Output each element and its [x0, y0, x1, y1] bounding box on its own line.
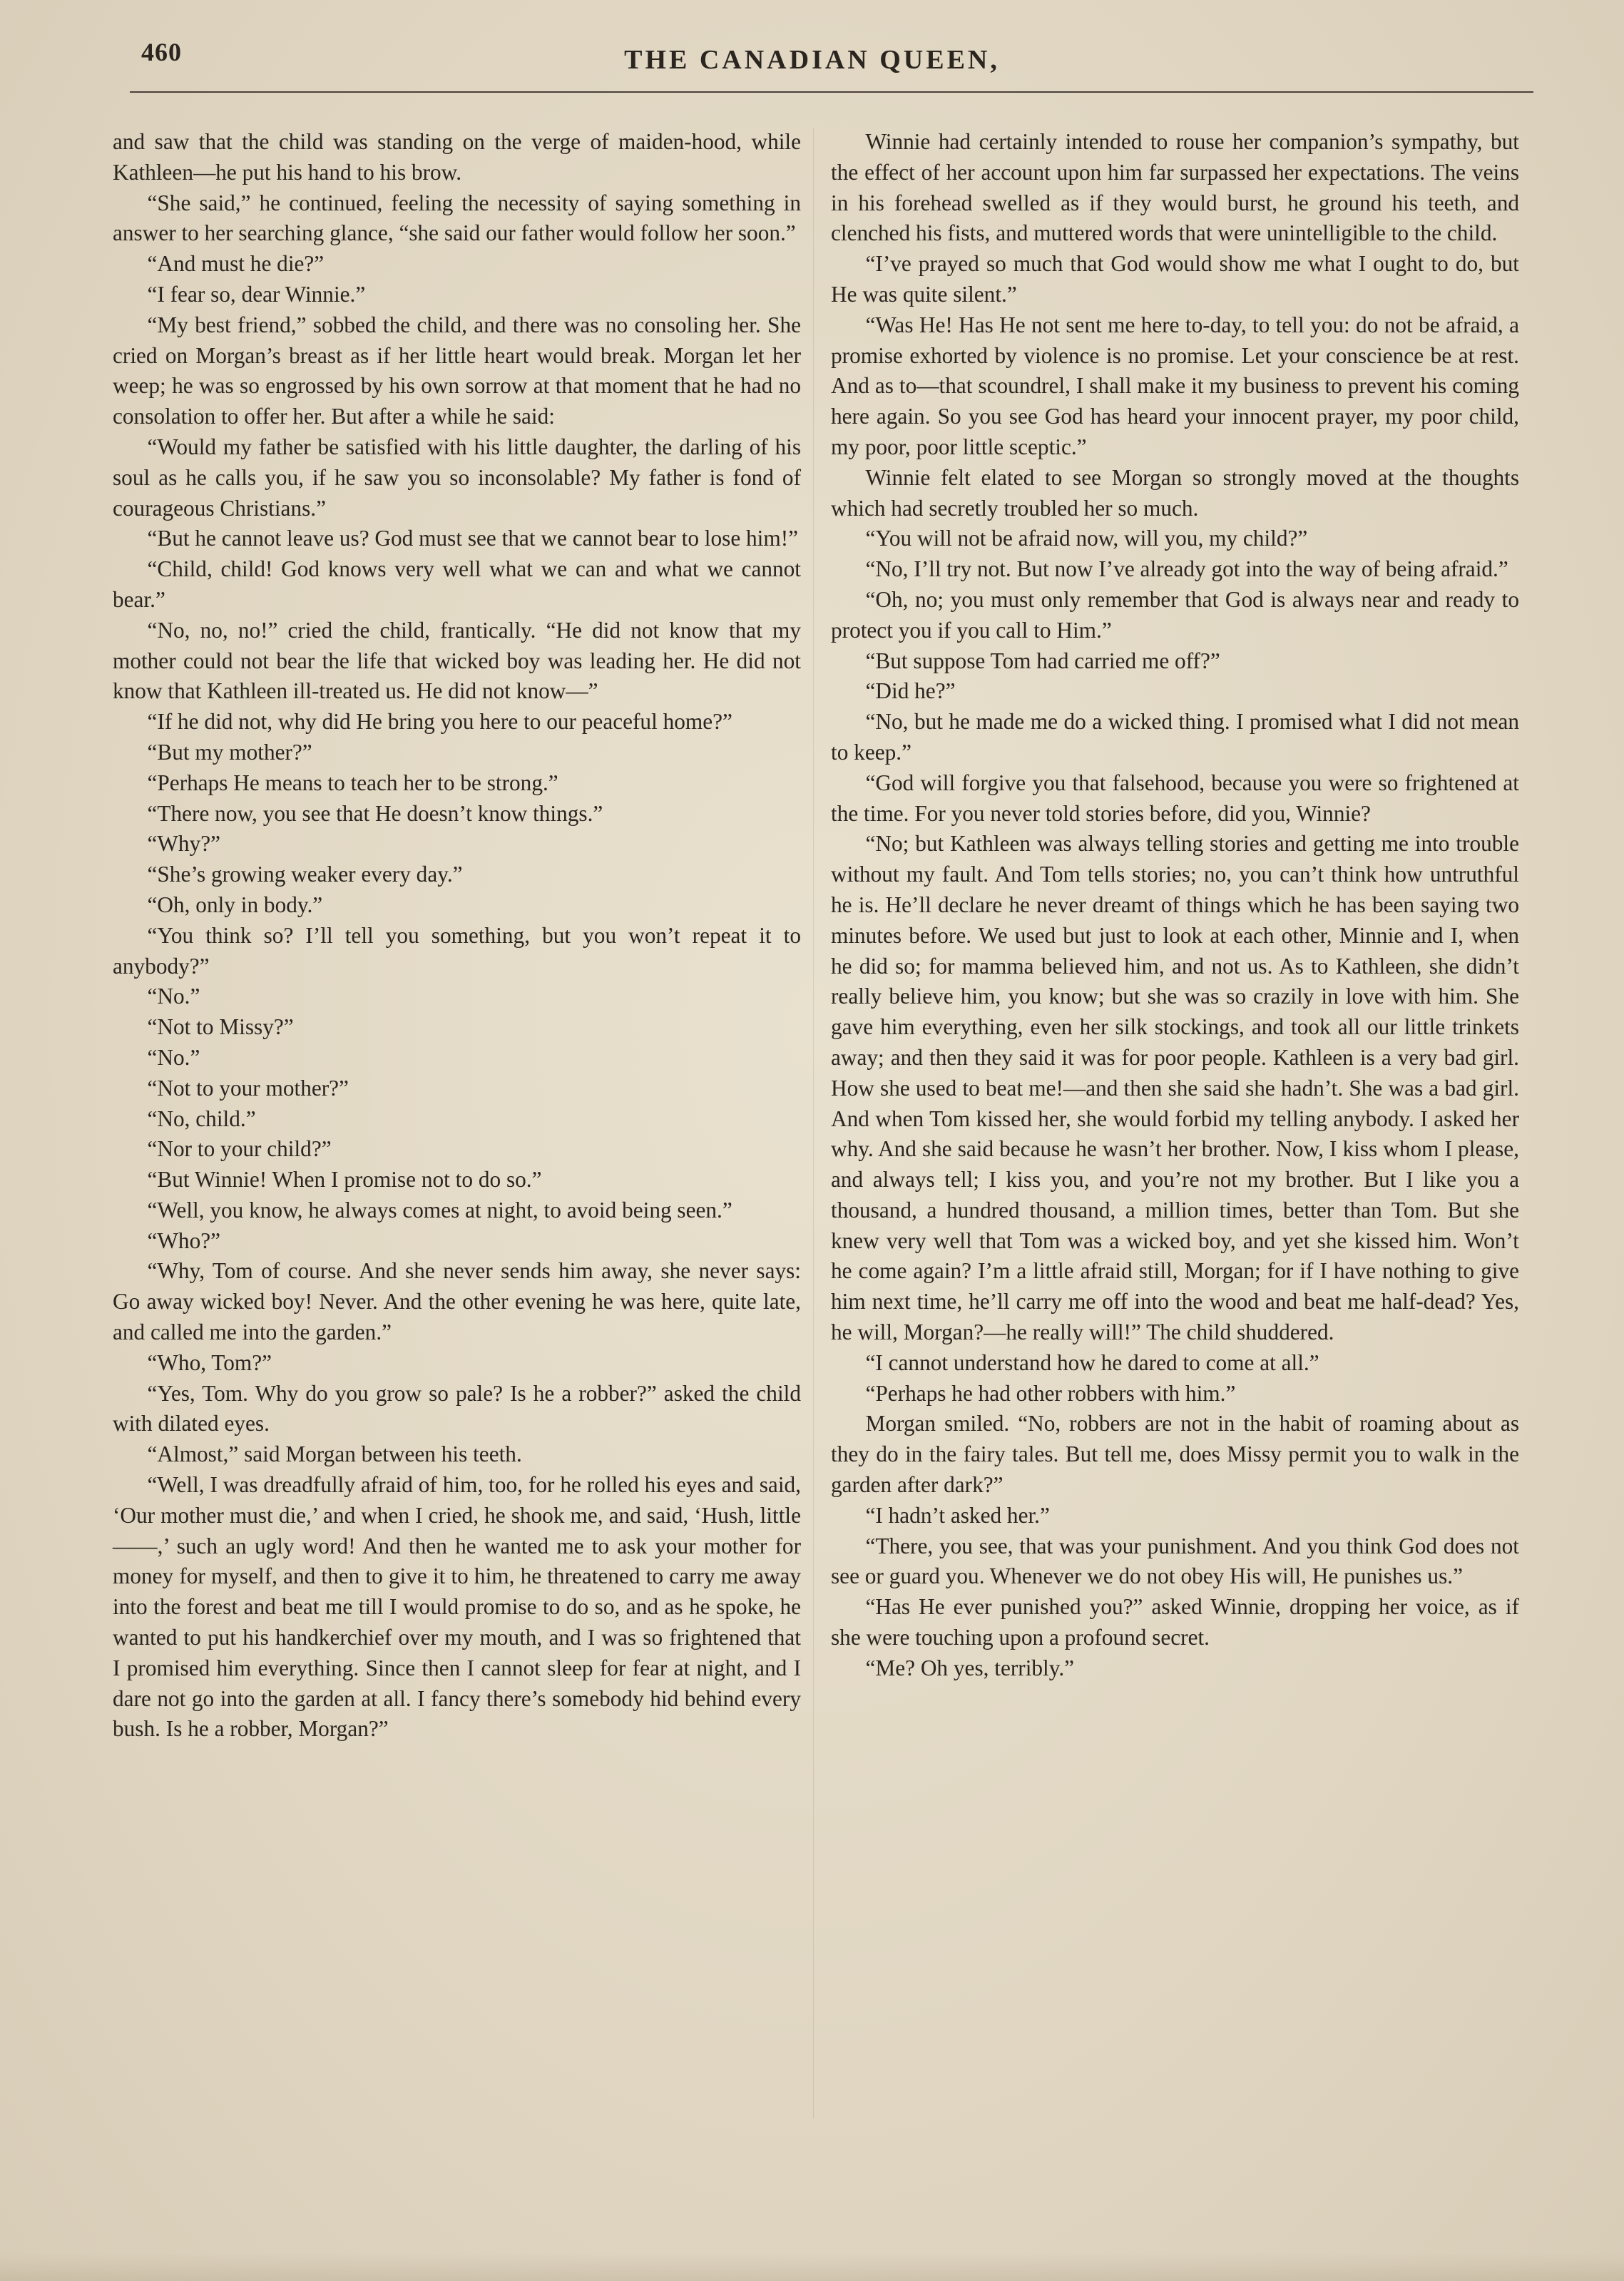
paragraph: “You think so? I’ll tell you something, but you won’t repeat it to anybody?” — [113, 922, 801, 979]
paragraph: “Yes, Tom. Why do you grow so pale? Is he a robber?” asked the child with dilated eyes. — [113, 1380, 801, 1437]
paragraph: “Perhaps He means to teach her to be strong.” — [147, 770, 558, 795]
paragraph: Morgan smiled. “No, robbers are not in the habit of roaming about as they do in the fairy tales. But tell me, does Missy permit you to walk in the garden after dark?” — [831, 1411, 1519, 1498]
paragraph: “If he did not, why did He bring you here to our peaceful home?” — [147, 709, 732, 735]
paragraph: “But suppose Tom had carried me off?” — [865, 648, 1220, 673]
header-rule — [130, 91, 1533, 93]
paragraph: “But he cannot leave us? God must see that we cannot bear to lose him!” — [147, 526, 799, 551]
page-number: 460 — [141, 38, 182, 66]
paragraph: “Why?” — [147, 831, 221, 857]
paragraph: “Me? Oh yes, terribly.” — [865, 1655, 1075, 1680]
running-head-title: THE CANADIAN QUEEN, — [624, 45, 1000, 75]
paragraph: “God will forgive you that falsehood, because you were so frightened at the time. For you never told stories before, did you, Winnie? — [831, 770, 1519, 826]
paragraph: “Why, Tom of course. And she never sends him away, she never says: Go away wicked boy! Never. And the other evening he was here, quite late, and called me into the garden.” — [113, 1258, 801, 1345]
paragraph: “I cannot understand how he dared to come at all.” — [865, 1349, 1319, 1375]
left-column — [113, 127, 801, 1745]
paragraph: “No.” — [147, 984, 200, 1009]
paragraph: “I’ve prayed so much that God would show me what I ought to do, but He was quite silent.” — [831, 251, 1519, 307]
column-gutter — [813, 128, 814, 2118]
paragraph: “No, child.” — [147, 1106, 256, 1131]
paragraph: “No, no, no!” cried the child, frantically. “He did not know that my mother could not bear the life that wicked boy was leading her. He did not know that Kathleen ill-treated us. He did not know—” — [113, 617, 801, 704]
paragraph: “She said,” he continued, feeling the necessity of saying something in answer to her searching glance, “she said our father would follow her soon.” — [113, 190, 801, 246]
page-bottom-edge — [0, 2252, 1624, 2281]
paragraph: “Not to Missy?” — [147, 1014, 294, 1040]
paragraph: “Who, Tom?” — [147, 1349, 272, 1375]
paragraph: Winnie felt elated to see Morgan so strongly moved at the thoughts which had secretly troubled her so much. — [831, 464, 1519, 521]
paragraph: “Well, you know, he always comes at night, to avoid being seen.” — [147, 1197, 732, 1223]
paragraph: “My best friend,” sobbed the child, and there was no consoling her. She cried on Morgan’s breast as if her little heart would break. Morgan let her weep; he was so engrossed by his own sorrow at that moment that he had no consolation to offer her. But after a while he said: — [113, 312, 801, 429]
paragraph: “Almost,” said Morgan between his teeth. — [147, 1441, 522, 1467]
paragraph: and saw that the child was standing on the verge of maiden-hood, while Kathleen—he put his hand to his brow. — [113, 129, 801, 185]
paragraph: “Would my father be satisfied with his little daughter, the darling of his soul as he calls you, if he saw you so inconsolable? My father is fond of courageous Christians.” — [113, 434, 801, 521]
paragraph: “Did he?” — [865, 678, 956, 704]
paragraph: “And must he die?” — [147, 251, 325, 277]
paragraph: “Has He ever punished you?” asked Winnie, dropping her voice, as if she were touching upon a profound secret. — [831, 1594, 1519, 1650]
paragraph: “Oh, no; you must only remember that God is always near and ready to protect you if you call to Him.” — [831, 586, 1519, 643]
paragraph: “Oh, only in body.” — [147, 892, 323, 917]
paragraph: “No; but Kathleen was always telling stories and getting me into trouble without my fault. And Tom tells stories; no, you can’t think how untruthful he is. He’ll declare he never dreamt of things which he has been saying two minutes before. We used but just to look at each other, Minnie and I, when he did so; for mamma believed him, and not us. As to Kathleen, she didn’t really believe him, you know; but she was so crazily in love with him. She gave him everything, even her silk stockings, and took all our little trinkets away; and then they said it was for poor people. Kathleen is a very bad girl. How she used to beat me!—and then she said she hadn’t. She was a bad girl. And when Tom kissed her, she would forbid my telling anybody. I asked her why. And she said because he wasn’t her brother. Now, I kiss whom I please, and always tell; I kiss you, and you’re not my brother. But I like you a thousand, a hundred thousand, a million times, better than Tom. But she knew very well that Tom was a wicked boy, and yet she kissed him. Won’t he come again? I’m a little afraid still, Morgan; for if I have nothing to give him next time, he’ll carry me off into the wood and beat me half-dead? Yes, he will, Morgan?—he really will!” The child shuddered. — [831, 831, 1519, 1345]
paragraph: “Child, child! God knows very well what we can and what we cannot bear.” — [113, 556, 801, 612]
paragraph: “I hadn’t asked her.” — [865, 1502, 1050, 1528]
paragraph: “She’s growing weaker every day.” — [147, 862, 463, 887]
paragraph: “But Winnie! When I promise not to do so.” — [147, 1167, 542, 1193]
paragraph: “No, but he made me do a wicked thing. I promised what I did not mean to keep.” — [831, 709, 1519, 765]
paragraph: “Nor to your child?” — [147, 1136, 332, 1162]
paragraph: “No, I’ll try not. But now I’ve already got into the way of being afraid.” — [865, 556, 1508, 582]
paragraph: “Perhaps he had other robbers with him.” — [865, 1380, 1236, 1406]
paragraph: “You will not be afraid now, will you, my child?” — [865, 526, 1308, 551]
paragraph: “Was He! Has He not sent me here to-day, to tell you: do not be afraid, a promise exhorted by violence is no promise. Let your conscience be at rest. And as to—that scoundrel, I shall make it my business to prevent his coming here again. So you see God has heard your innocent prayer, my poor child, my poor, poor little sceptic.” — [831, 312, 1519, 459]
paragraph: Winnie had certainly intended to rouse her companion’s sympathy, but the effect of her account upon him far surpassed her expectations. The veins in his forehead swelled as if they would burst, he ground his teeth, and clenched his fists, and muttered words that were unintelligible to the child. — [831, 129, 1519, 246]
paragraph: “Who?” — [147, 1228, 221, 1253]
paragraph: “Not to your mother?” — [147, 1075, 349, 1101]
paragraph: “There now, you see that He doesn’t know things.” — [147, 800, 603, 826]
right-column — [831, 127, 1519, 1684]
paragraph: “I fear so, dear Winnie.” — [147, 281, 366, 307]
paragraph: “There, you see, that was your punishment. And you think God does not see or guard you. Whenever we do not obey His will, He punishes us.” — [831, 1533, 1519, 1589]
paragraph: “No.” — [147, 1044, 200, 1070]
paragraph: “But my mother?” — [147, 739, 312, 765]
paragraph: “Well, I was dreadfully afraid of him, too, for he rolled his eyes and said, ‘Our mother must die,’ and when I cried, he shook me, and said, ‘Hush, little ——,’ such an ugly word! And then he wanted me to ask your mother for money for myself, and then to give it to him, he threatened to carry me away into the forest and beat me till I would promise to do so, and as he spoke, he wanted to put his handkerchief over my mouth, and I was so frightened that I promised him everything. Since then I cannot sleep for fear at night, and I dare not go into the garden at all. I fancy there’s somebody hid behind every bush. Is he a robber, Morgan?” — [113, 1472, 801, 1742]
